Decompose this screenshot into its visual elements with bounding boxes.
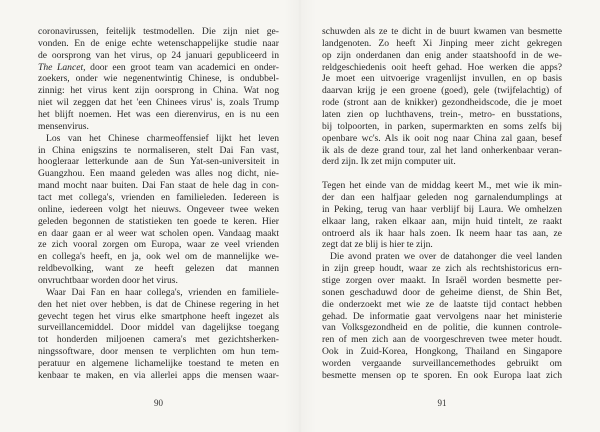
text-line: rode (stront aan de knikker) gezondheidscode, die je moet — [322, 97, 562, 109]
text-line: geleden begonnen de statistieken ten goede te keren. Hier — [38, 215, 279, 227]
text-line: gehad. De informatie gaat vervolgens naar het ministerie — [322, 310, 562, 322]
text-line: ze zich vooral zorgen om Europa, waar ze veel vrienden — [38, 239, 279, 251]
text-line: gevecht tegen het virus elke smartphone heeft ingezet als — [38, 310, 279, 322]
text-line: der dan een halfjaar geleden nog garnalendumplings at — [322, 192, 562, 204]
paragraph — [38, 26, 279, 133]
text-line: en daar gaan er al weer wat scholen open. Vandaag maakt — [38, 227, 279, 239]
text-line — [38, 62, 279, 74]
text-line: ontroerd als ik haar hals zoen. Ik neem haar tas aan, ze — [322, 227, 562, 239]
text-line: elkaar lang, raken elkaar aan, mijn huid tintelt, ze raakt — [322, 215, 562, 227]
text-line: besmette mensen op te sporen. En ook Europa laat zich — [322, 369, 562, 381]
text-line: hoogleraar letterkunde aan de Sun Yat-sen-universiteit in — [38, 156, 279, 168]
text-line: openbare wc's. Als ik ooit nog naar China zal gaan, besef — [322, 132, 562, 144]
text-line: stige zorgen over maakt. In Israël worden besmette per- — [322, 275, 562, 287]
text-line: zinnig: het virus kent zijn oorsprong in China. Wat nog — [38, 85, 279, 97]
text-line: mensenvirus. — [38, 120, 89, 132]
page-number: 90 — [154, 398, 163, 408]
text-line: schuwden als ze te dicht in de buurt kwamen van besmette — [322, 26, 562, 37]
page-number: 91 — [437, 398, 447, 408]
paragraph — [38, 287, 279, 382]
text-line: reldbevolking, want ze heeft gelezen dat mannen — [38, 263, 279, 275]
text-line: ningssoftware, door mensen te verplichten om hun tem- — [38, 346, 279, 358]
text-line: landgenoten. Zo heeft Xi Jinping meer zicht gekregen — [322, 37, 562, 49]
text-line: onvruchtbaar worden door het virus. — [38, 275, 178, 287]
text-line: Waar Dai Fan en haar collega's, vrienden en familiele- — [46, 286, 279, 298]
text-line: mand mocht naar buiten. Dai Fan staat de hele dag in con- — [38, 180, 279, 192]
text-line: peratuur en algemene lichamelijke toestand te meten en — [38, 358, 279, 370]
text-line: ren of men zich aan de voorgeschreven twee meter houdt. — [322, 334, 562, 346]
text-line: Je moet een uitvoerige vragenlijst invullen, en op basis — [322, 73, 562, 85]
text-line: Guangzhou. Een maand geleden was alles nog dicht, nie- — [38, 168, 279, 180]
text-line: bij tolpoorten, in parken, supermarkten en soms zelfs bij — [322, 120, 562, 132]
text-line: zegt dat ze blij is hier te zijn. — [322, 239, 433, 251]
text-line: Los van het Chinese charmeoffensief lijkt het leven — [46, 132, 279, 144]
text-line: op zijn onderdanen dan enig ander staatshoofd in de we- — [322, 49, 562, 61]
text-line: tact met collega's, vrienden en familieleden. Iedereen is — [38, 192, 279, 204]
text-line: sonen geschaduwd door de geheime dienst, de Shin Bet, — [322, 286, 562, 298]
text-line: in Peking, terug van haar verblijf bij Laura. We omhelzen — [322, 203, 562, 215]
text-line: Ook in Zuid-Korea, Hongkong, Thailand en Singapore — [322, 346, 562, 358]
text-line: die onderzoekt met wie ze de laatste tijd contact hebben — [322, 298, 562, 310]
text-line: coronavirussen, feitelijk testmodellen. Die zijn niet ge- — [38, 26, 279, 37]
text-line: den het niet over hebben, is dat de Chinese regering in het — [38, 298, 279, 310]
paragraph — [322, 180, 562, 251]
text-line: daarvan krijg je een groene (goed), gele (twijfelachtig) of — [322, 85, 562, 97]
text-line: zoekers, onder wie negenentwintig Chinese, is ondubbel- — [38, 73, 279, 85]
text-line: het blijft noemen. Het was een dierenvirus, en is nu een — [38, 109, 279, 121]
text-line: reldgeschiedenis ooit heeft gehad. Hoe werken die apps? — [322, 61, 562, 73]
text-segment: , door een groot team van academici en onder- — [83, 61, 279, 73]
text-line: in China enigszins te normaliseren, stelt Dai Fan vast, — [38, 144, 279, 156]
text-line: kenbaar te maken, en via allerlei apps die mensen waar- — [38, 369, 279, 381]
paragraph — [322, 251, 562, 381]
text-line: tot honderden miljoenen camera's met gezichtsherken- — [38, 334, 279, 346]
text-line: en collega's heeft, en ja, ook wel om de mannelijke we- — [38, 251, 279, 263]
text-line: vonden. En de enige echte wetenschappelijke studie naar — [38, 37, 279, 49]
italic-title: The Lancet — [38, 61, 84, 73]
text-block — [38, 26, 279, 382]
text-block — [322, 26, 562, 382]
text-line: Tegen het einde van de middag keert M., met wie ik min- — [322, 180, 562, 192]
text-line: derd zijn. Ik zet mijn computer uit. — [322, 156, 456, 168]
text-line: in zijn greep houdt, waar ze zich als rechtshistoricus ern- — [322, 263, 562, 275]
text-line: laten zien op luchthavens, trein-, metro- en busstations, — [322, 109, 562, 121]
text-line: Die avond praten we over de datahonger die veel landen — [330, 251, 562, 263]
text-line: worden vergaande surveillancemethodes gebruikt om — [322, 358, 562, 370]
text-line: van Volksgezondheid en de politie, die kunnen controle- — [322, 322, 562, 334]
text-line: online, iedereen volgt het nieuws. Ongeveer twee weken — [38, 203, 279, 215]
text-line: de oorsprong van het virus, op 24 januari gepubliceerd in — [38, 49, 279, 61]
text-line: surveillancemiddel. Door middel van dagelijkse toegang — [38, 322, 279, 334]
page-right — [300, 0, 600, 432]
text-line: ik als de deze grand tour, zal het land onherkenbaar veran- — [322, 144, 562, 156]
text-line: niet wil zeggen dat het 'een Chinees virus' is, zoals Trump — [38, 97, 279, 109]
paragraph — [38, 133, 279, 287]
paragraph — [322, 26, 562, 168]
